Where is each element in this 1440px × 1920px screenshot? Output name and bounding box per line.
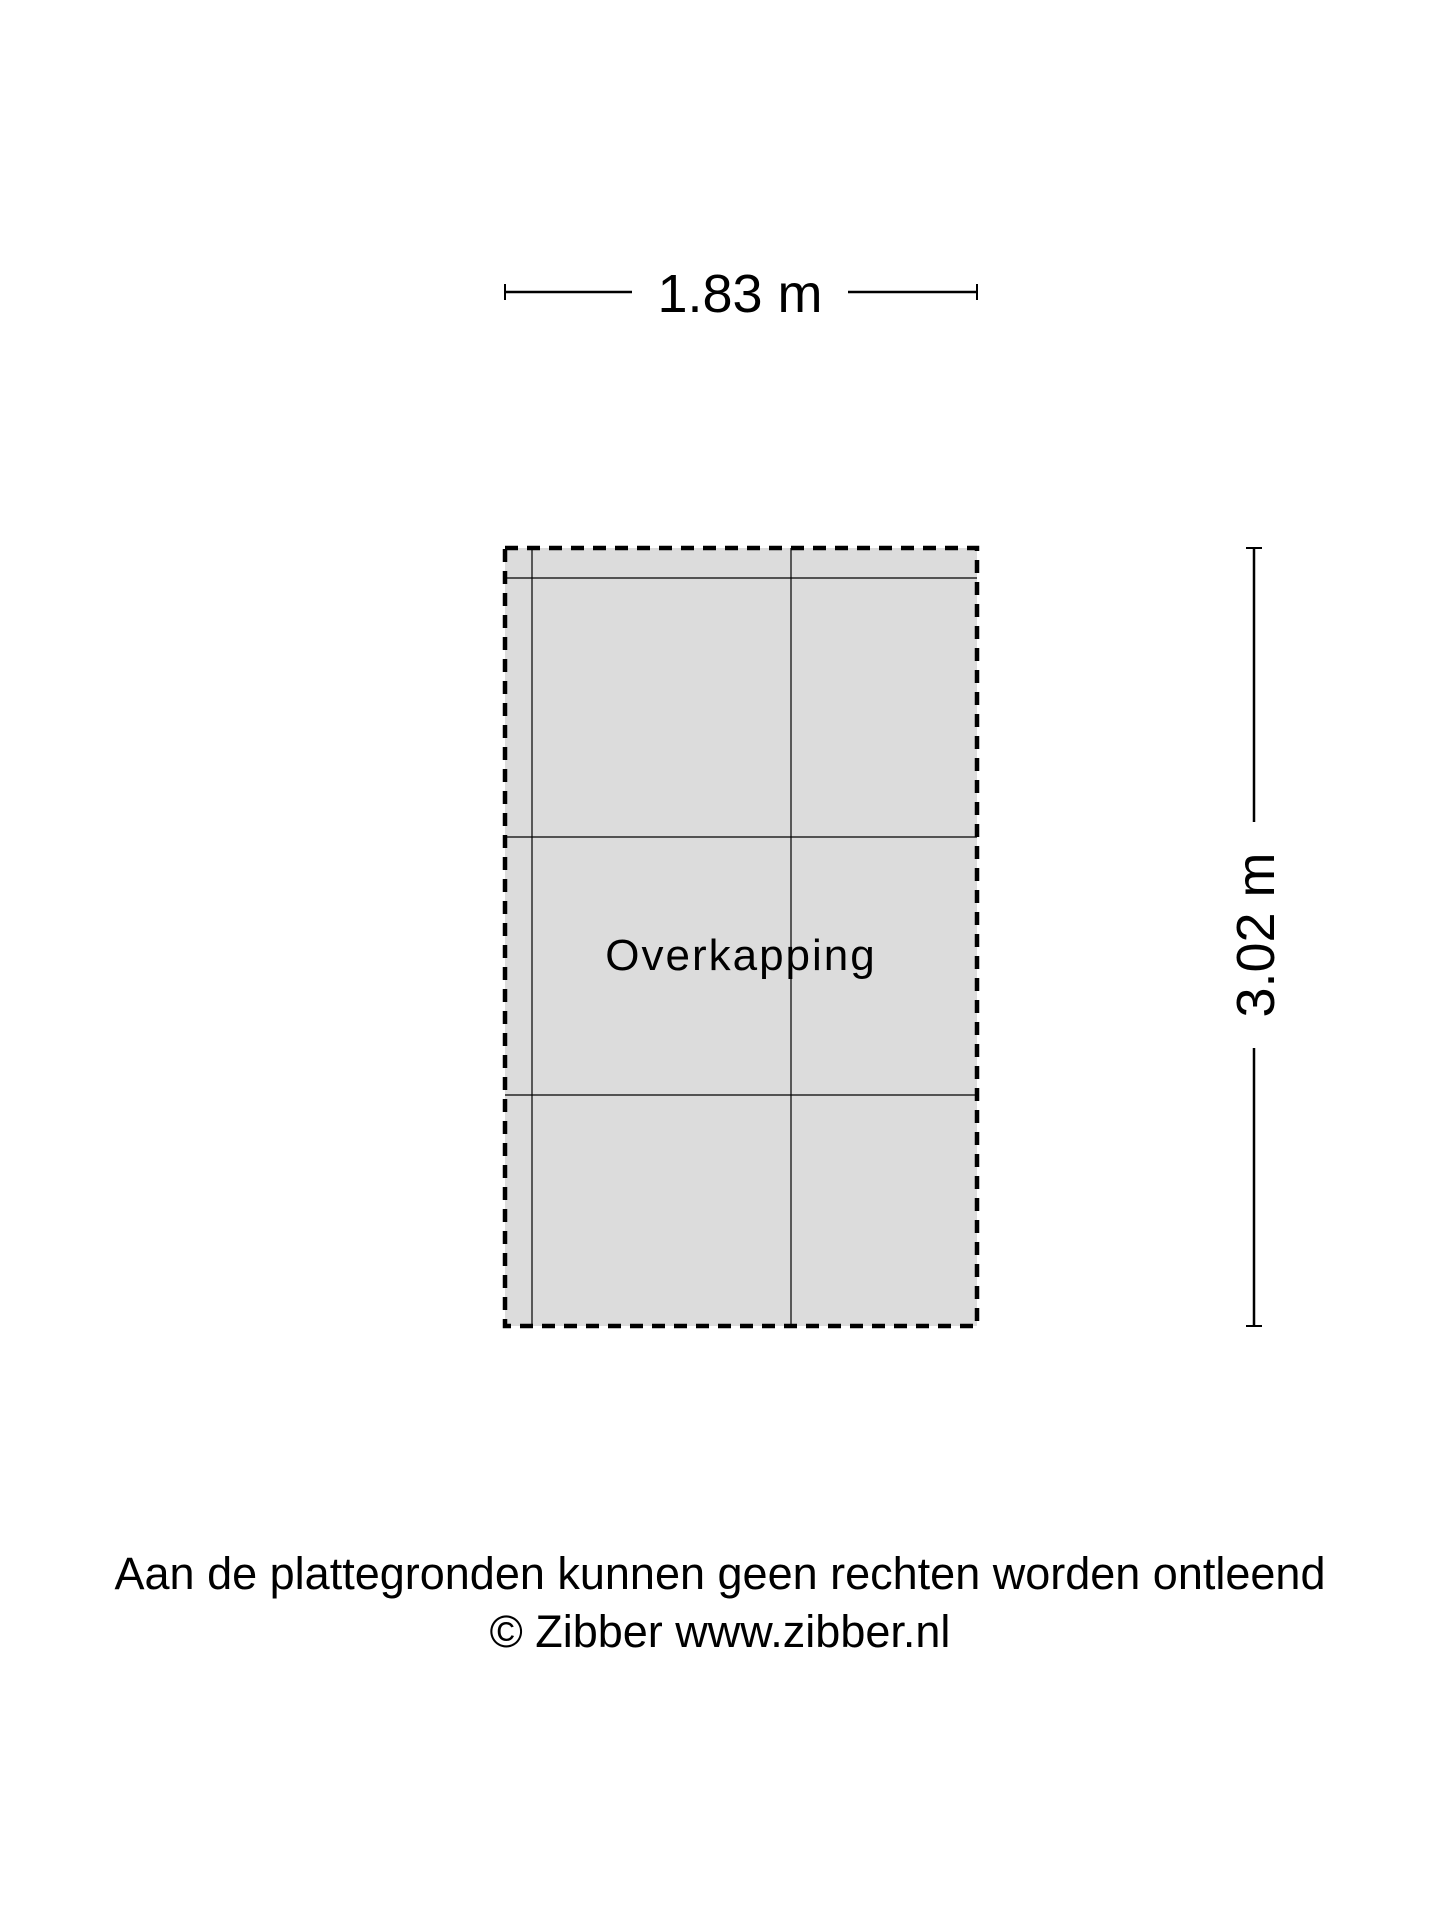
width-dimension	[505, 264, 977, 324]
height-dimension-label: 3.02 m	[1226, 852, 1286, 1018]
room-overkapping	[505, 548, 977, 1326]
height-dimension	[1226, 548, 1286, 1326]
width-dimension-label: 1.83 m	[657, 264, 823, 324]
room-label: Overkapping	[605, 931, 877, 980]
copyright-text: © Zibber www.zibber.nl	[489, 1606, 951, 1657]
disclaimer-text: Aan de plattegronden kunnen geen rechten worden ontleend	[114, 1548, 1326, 1599]
